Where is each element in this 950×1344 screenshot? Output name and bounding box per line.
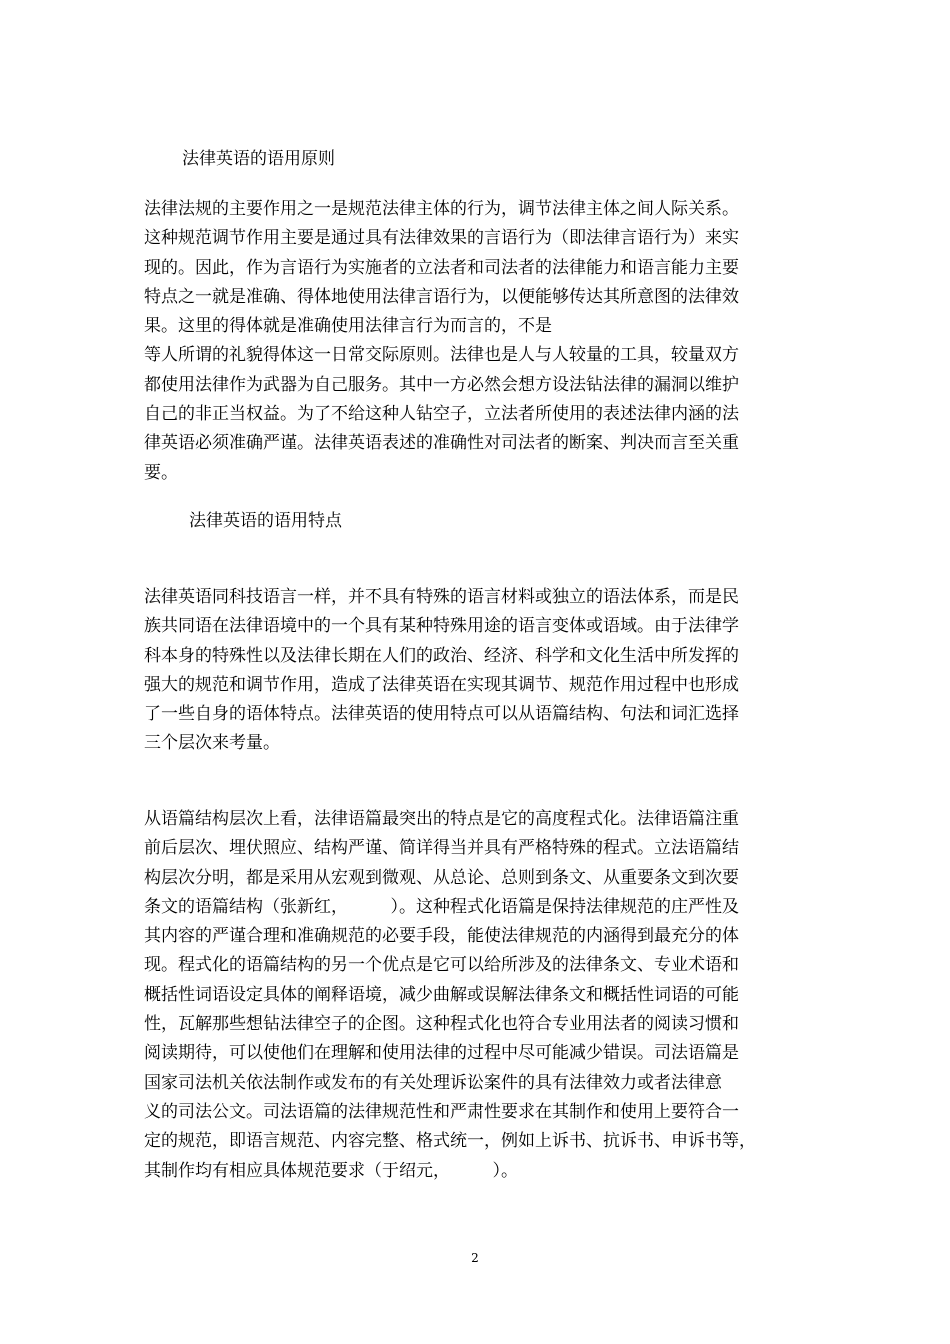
text-line: 强大的规范和调节作用，造成了法律英语在实现其调节、规范作用过程中也形成 (144, 674, 739, 695)
text-line: 了一些自身的语体特点。法律英语的使用特点可以从语篇结构、句法和词汇选择 (144, 704, 739, 725)
text-line: 特点之一就是准确、得体地使用法律言语行为，以便能够传达其所意图的法律效 (144, 286, 739, 307)
paragraph-features-intro (144, 583, 814, 759)
text-line: 条文的语篇结构（张新红， ）。这种程式化语篇是保持法律规范的庄严性及 (144, 896, 739, 917)
paragraph-discourse-structure (144, 805, 814, 1186)
text-line: 义的司法公文。司法语篇的法律规范性和严肃性要求在其制作和使用上要符合一 (144, 1101, 739, 1122)
text-line: 概括性词语设定具体的阐释语境，减少曲解或误解法律条文和概括性词语的可能 (144, 984, 739, 1005)
text-line: 其制作均有相应具体规范要求（于绍元， ）。 (144, 1160, 518, 1181)
text-line: 构层次分明，都是采用从宏观到微观、从总论、总则到条文、从重要条文到次要 (144, 867, 739, 888)
text-line: 都使用法律作为武器为自己服务。其中一方必然会想方设法钻法律的漏洞以维护 (144, 374, 739, 395)
text-line: 前后层次、埋伏照应、结构严谨、简详得当并具有严格特殊的程式。立法语篇结 (144, 838, 739, 859)
text-line: 这种规范调节作用主要是通过具有法律效果的言语行为（即法律言语行为）来实 (144, 228, 739, 249)
text-line: 现。程式化的语篇结构的另一个优点是它可以给所涉及的法律条文、专业术语和 (144, 955, 739, 976)
text-line: 定的规范，即语言规范、内容完整、格式统一，例如上诉书、抗诉书、申诉书等， (144, 1131, 756, 1152)
text-line: 法律法规的主要作用之一是规范法律主体的行为，调节法律主体之间人际关系。 (144, 199, 739, 219)
page-number: 2 (471, 1251, 479, 1265)
text-line: 等人所谓的礼貌得体这一日常交际原则。法律也是人与人较量的工具，较量双方 (144, 345, 739, 366)
text-line: 自己的非正当权益。为了不给这种人钻空子，立法者所使用的表述法律内涵的法 (144, 404, 739, 425)
text-line: 族共同语在法律语境中的一个具有某种特殊用途的语言变体或语域。由于法律学 (144, 616, 739, 637)
text-line: 其内容的严谨合理和准确规范的必要手段，能使法律规范的内涵得到最充分的体 (144, 926, 739, 947)
text-line: 从语篇结构层次上看，法律语篇最突出的特点是它的高度程式化。法律语篇注重 (144, 809, 739, 829)
text-line: 科本身的特殊性以及法律长期在人们的政治、经济、科学和文化生活中所发挥的 (144, 645, 739, 666)
paragraph-principles (144, 195, 814, 488)
text-line: 果。这里的得体就是准确使用法律言行为而言的，不是 (144, 316, 552, 337)
text-line: 法律英语同科技语言一样，并不具有特殊的语言材料或独立的语法体系，而是民 (144, 587, 739, 607)
text-line: 阅读期待，可以使他们在理解和使用法律的过程中尽可能减少错误。司法语篇是 (144, 1043, 739, 1064)
section-heading-pragmatic-features: 法律英语的语用特点 (189, 511, 342, 531)
text-line: 国家司法机关依法制作或发布的有关处理诉讼案件的具有法律效力或者法律意 (144, 1072, 722, 1093)
section-heading-pragmatic-principles: 法律英语的语用原则 (182, 149, 335, 169)
text-line: 要。 (144, 462, 178, 483)
text-line: 三个层次来考量。 (144, 733, 280, 754)
text-line: 律英语必须准确严谨。法律英语表述的准确性对司法者的断案、判决而言至关重 (144, 433, 739, 454)
text-line: 现的。因此，作为言语行为实施者的立法者和司法者的法律能力和语言能力主要 (144, 257, 739, 278)
text-line: 性，瓦解那些想钻法律空子的企图。这种程式化也符合专业用法者的阅读习惯和 (144, 1014, 739, 1035)
